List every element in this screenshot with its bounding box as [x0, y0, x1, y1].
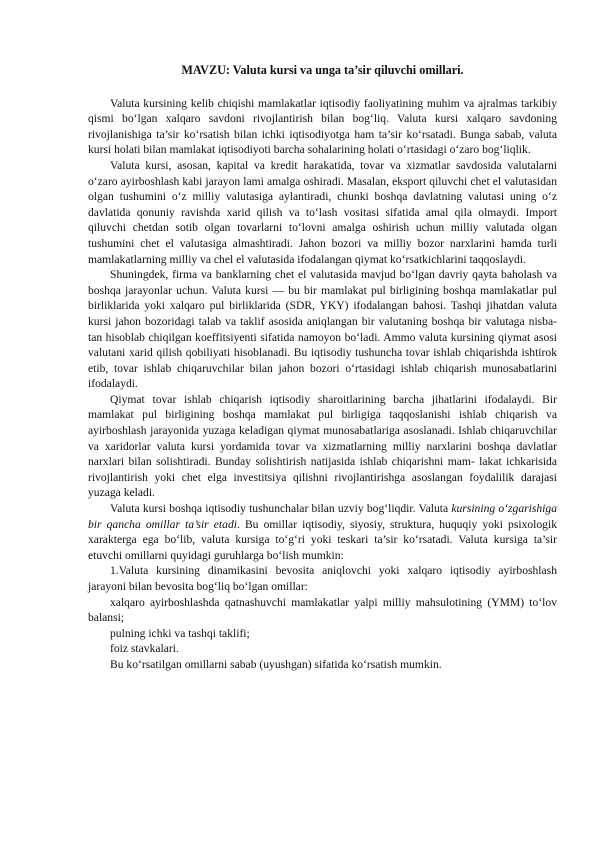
- paragraph-origin: Valuta kursining kelib chiqishi mamlakatlar iqtisodiy faoliyatining muhim va ajralmas tarkibiy qismi bo‘lgan xalqaro savdoni rivojlantirish bilan bog‘liq. Valuta kursi xalqaro savdoning rivojlanishiga ta’sir ko‘rsatish bilan ichki iqtisodiyotga ham ta’sir ko‘rsatadi. Bunga sabab, valuta kursi holati bilan mamlakat iqtisodiyoti barcha sohalarining holati o‘rtasidagi o‘zaro bog‘liqlik.: [88, 96, 557, 157]
- document-title: MAVZU: Valuta kursi va unga ta’sir qiluvchi omillari.: [181, 63, 464, 77]
- factors-text-end: . Bu omillar iqtisodiy, siyosiy, struktura, huquqiy yoki psixologik xarakterga ega bo‘lib, valuta kursiga to‘g‘ri yoki teskari ta’sir ko‘rsatadi. Valuta kursiga ta’sir etuvchi omillarni quyidagi guruhlarga bo‘lish mumkin:: [88, 517, 557, 562]
- paragraph-exchange: Valuta kursi, asosan, kapital va kredit harakatida, tovar va xizmatlar savdosida valutalarni o‘zaro ayirboshlash kabi jarayon lami amalga oshiradi. Masalan, eksport qiluvchi chet el valutasidan olgan tushumini o‘z milliy valutasiga aylantiradi, chunki boshqa davlatning valutasi uning o‘z davlatida qonuniy ravishda xarid qilish va to‘lash vositasi sifatida amal qila olmaydi. Import qiluvchi chetdan sotib olgan tovarlarni to‘lovni amalga oshirish uchun milliy valutada olgan tushumini chet el valutasiga almashtiradi. Jahon bozori va milliy bozor narxlarini hamda turli mamlakatlarning milliy va chel el valutasida ifodalangan qiymat ko‘rsatkichlarini taqqoslaydi.: [88, 158, 557, 266]
- list-item-money-supply: pulning ichki va tashqi taklifi;: [110, 626, 250, 640]
- factors-italic-phrase: kursining o‘zgarishiga bir qancha omillar ta’sir etadi: [88, 502, 557, 531]
- closing-sentence: Bu ko‘rsatilgan omillarni sabab (uyushgan) sifatida ko‘rsatish mumkin.: [110, 657, 442, 671]
- list-item-interest-rates: foiz stavkalari.: [110, 642, 179, 656]
- factors-text-start: Valuta kursi boshqa iqtisodiy tushunchalar bilan uzviy bog‘liqdir. Valuta: [110, 502, 452, 516]
- paragraph-factors: [88, 501, 557, 563]
- paragraph-definition: Shuningdek, firma va banklarning chet el valutasida mavjud bo‘lgan davriy qayta baholash va boshqa jarayonlar uchun. Valuta kursi — bu bir mamlakat pul birligining boshqa mamlakatlar pul birliklarida yoki xalqaro pul birliklarida (SDR, YKY) ifodalangan bahosi. Tashqi jihatdan valuta kursi jahon bozoridagi talab va taklif asosida aniqlangan bir valutaning boshqa bir valutaga nisba- tan hisoblab chiqilgan koeffitsiyenti sifatida namoyon bo‘ladi. Ammo valuta kursining qiymat asosi valutani xarid qilish qobiliyati hisoblanadi. Bu iqtisodiy tushuncha tovar ishlab chiqarishda ishtirok etib, tovar ishlab chiqaruvchilar bilan jahon bozori o‘rtasidagi ishlab chiqarish munosabatlarini ifodalaydi.: [88, 268, 557, 391]
- paragraph-value: Qiymat tovar ishlab chiqarish iqtisodiy sharoitlarining barcha jihatlarini ifodalaydi. Bir mamlakat pul birligining boshqa mamlakat pul birligiga taqqoslanishi ishlab chiqarish va ayirboshlash jarayonida yuzaga keladigan qiymat munosabatlariga asoslanadi. Ishlab chiqaruvchilar va xaridorlar valuta kursi yordamida tovar va xizmatlarning milliy narxlarini boshqa davlatlar narxlari bilan solishtiradi. Bunday solishtirish natijasida ishlab chiqarishni mam- lakat ichkarisida rivojlantirish yoki chet elga investitsiya qilishni rivojlantirishga asoslangan foydalilik darajasi yuzaga keladi.: [88, 392, 557, 500]
- list-item-direct-factors: 1.Valuta kursining dinamikasini bevosita aniqlovchi yoki xalqaro iqtisodiy ayirboshlash jarayoni bilan bevosita bog‘liq bo‘lgan omillar:: [88, 564, 557, 593]
- document-page: [88, 63, 557, 673]
- list-item-gdp-balance: xalqaro ayirboshlashda qatnashuvchi mamlakatlar yalpi milliy mahsulotining (YMM) to‘lov balansi;: [88, 595, 557, 625]
